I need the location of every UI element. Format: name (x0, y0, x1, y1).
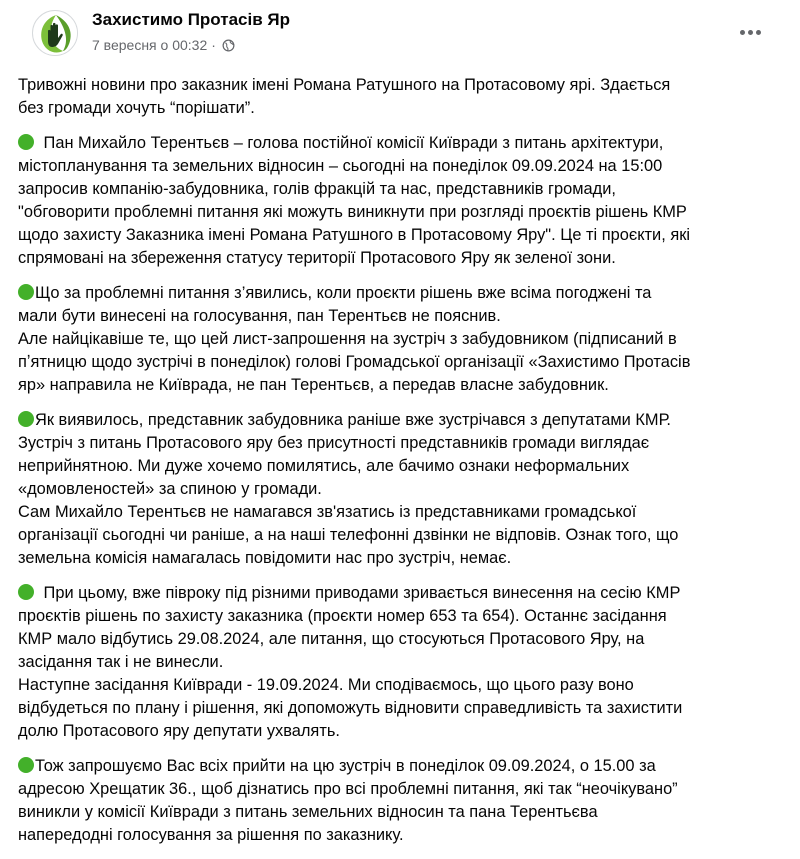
post-text-line (18, 824, 782, 847)
post-text-line (18, 778, 782, 801)
page-avatar[interactable] (32, 10, 78, 56)
post-text-line (18, 720, 782, 743)
post-paragraph (18, 282, 782, 397)
post-text: щодо захисту Заказника імені Романа Ратушного в Протасовому Яру". Це ті проєкти, які (18, 226, 691, 244)
post-text: неприйнятною. Ми дуже хочемо помилятись, але бачимо ознаки неформальних (18, 457, 630, 475)
post-text: "обговорити проблемні питання які можуть виникнути при розгляді проєктів рішень КМР (18, 203, 687, 221)
post-text-line (18, 478, 782, 501)
post-text: спрямовані на збереження статусу території Протасового Яру як зеленої зони. (18, 249, 616, 267)
green-circle-emoji-icon (18, 134, 34, 150)
post-text-line (18, 224, 782, 247)
post-text-line (18, 524, 782, 547)
post-text-line (18, 674, 782, 697)
post-text-line (18, 547, 782, 570)
post-text: земельна комісія намагалась повідомити нас про зустріч, немає. (18, 549, 512, 567)
post-text: запросив компанію-забудовника, голів фракцій та нас, представників громади, (18, 180, 616, 198)
post-text: Сам Михайло Терентьєв не намагався зв'язатись із представниками громадської (18, 503, 637, 521)
post-paragraph (18, 74, 782, 120)
green-circle-emoji-icon (18, 284, 34, 300)
more-options-button[interactable] (732, 14, 768, 50)
green-circle-emoji-icon (18, 584, 34, 600)
post-text: Як виявилось, представник забудовника раніше вже зустрічався з депутатами КМР. (35, 411, 671, 429)
post-text-line (18, 328, 782, 351)
page-name-link[interactable]: Захистимо Протасів Яр (92, 10, 290, 29)
more-horizontal-icon (740, 30, 745, 35)
more-dot (748, 30, 753, 35)
post-text-line (18, 501, 782, 524)
post-text-line (18, 455, 782, 478)
post-text-line (18, 605, 782, 628)
post-text: адресою Хрещатик 36., щоб дізнатись про всі проблемні питання, які так “неочікувано” (18, 780, 678, 798)
post-paragraph (18, 132, 782, 270)
post-text: засідання так і не винесли. (18, 653, 224, 671)
post-paragraph (18, 582, 782, 743)
post-paragraph (18, 409, 782, 570)
post-text-line (18, 697, 782, 720)
post-text-line (18, 247, 782, 270)
post-text-line (18, 651, 782, 674)
meta-separator: · (211, 37, 216, 53)
post-text-line (18, 201, 782, 224)
post-text-line (18, 97, 782, 120)
post-timestamp-link[interactable]: 7 вересня о 00:32 (92, 37, 208, 53)
post-text: Тривожні новини про заказник імені Романа Ратушного на Протасовому ярі. Здається (18, 76, 671, 94)
post-text: пʼятницю щодо зустрічі в понеділок) голові Громадської організації «Захистимо Протасів (18, 353, 691, 371)
post-paragraph (18, 755, 782, 847)
post-text-line (18, 374, 782, 397)
post-text-line (18, 432, 782, 455)
post-text: Пан Михайло Терентьєв – голова постійної комісії Київради з питань архітектури, (39, 134, 664, 152)
post-text: Але найцікавіше те, що цей лист-запрошення на зустріч з забудовником (підписаний в (18, 330, 677, 348)
post-text: без громади хочуть “порішати”. (18, 99, 255, 117)
post-text: яр» направила не Київрада, не пан Терентьєв, а передав власне забудовник. (18, 376, 609, 394)
post-text-line (18, 351, 782, 374)
post-header (18, 0, 782, 74)
hand-leaf-logo-icon (33, 11, 78, 56)
post-text: При цьому, вже півроку під різними приводами зривається винесення на сесію КМР (39, 584, 681, 602)
post-text: КМР мало відбутись 29.08.2024, але питання, що стосуються Протасового Яру, на (18, 630, 645, 648)
post-text-line (18, 155, 782, 178)
post-text: «домовленостей» за спиною у громади. (18, 480, 322, 498)
green-circle-emoji-icon (18, 411, 34, 427)
green-circle-emoji-icon (18, 757, 34, 773)
post-text: Тож запрошуємо Вас всіх прийти на цю зустріч в понеділок 09.09.2024, о 15.00 за (35, 757, 656, 775)
post-text-line (18, 628, 782, 651)
post-text: Що за проблемні питання з’явились, коли проєкти рішень вже всіма погоджені та (35, 284, 652, 302)
post-text: мали бути винесені на голосування, пан Терентьєв не пояснив. (18, 307, 501, 325)
post-text: напередодні голосування за рішення по заказнику. (18, 826, 404, 844)
post-text-line (18, 409, 782, 432)
post-text-line (18, 132, 782, 155)
post-text: Наступне засідання Київради - 19.09.2024. Ми сподіваємось, що цього разу воно (18, 676, 634, 694)
post-text-line (18, 582, 782, 605)
post-meta (92, 37, 235, 53)
post-text: долю Протасового яру депутати ухвалять. (18, 722, 340, 740)
post-text-line (18, 755, 782, 778)
post-text: Зустріч з питань Протасового яру без присутності представників громади виглядає (18, 434, 650, 452)
post-text-line (18, 282, 782, 305)
post-text-line (18, 305, 782, 328)
post-text: містопланування та земельних відносин – сьогодні на понеділок 09.09.2024 на 15:00 (18, 157, 663, 175)
more-dot (756, 30, 761, 35)
post-text-line (18, 178, 782, 201)
post-text: організації сьогодні чи раніше, а на наші телефонні дзвінки не відповів. Ознак того, що (18, 526, 679, 544)
globe-icon[interactable] (222, 39, 235, 52)
post-text: виникли у комісії Київради з питань земельних відносин та пана Терентьєва (18, 803, 598, 821)
post-text: проєктів рішень по захисту заказника (проєкти номер 653 та 654). Останнє засідання (18, 607, 667, 625)
post-text-line (18, 801, 782, 824)
post-text: відбудеться по плану і рішення, які допоможуть відновити справедливість та захистити (18, 699, 683, 717)
post-body (18, 74, 782, 847)
post-text-line (18, 74, 782, 97)
